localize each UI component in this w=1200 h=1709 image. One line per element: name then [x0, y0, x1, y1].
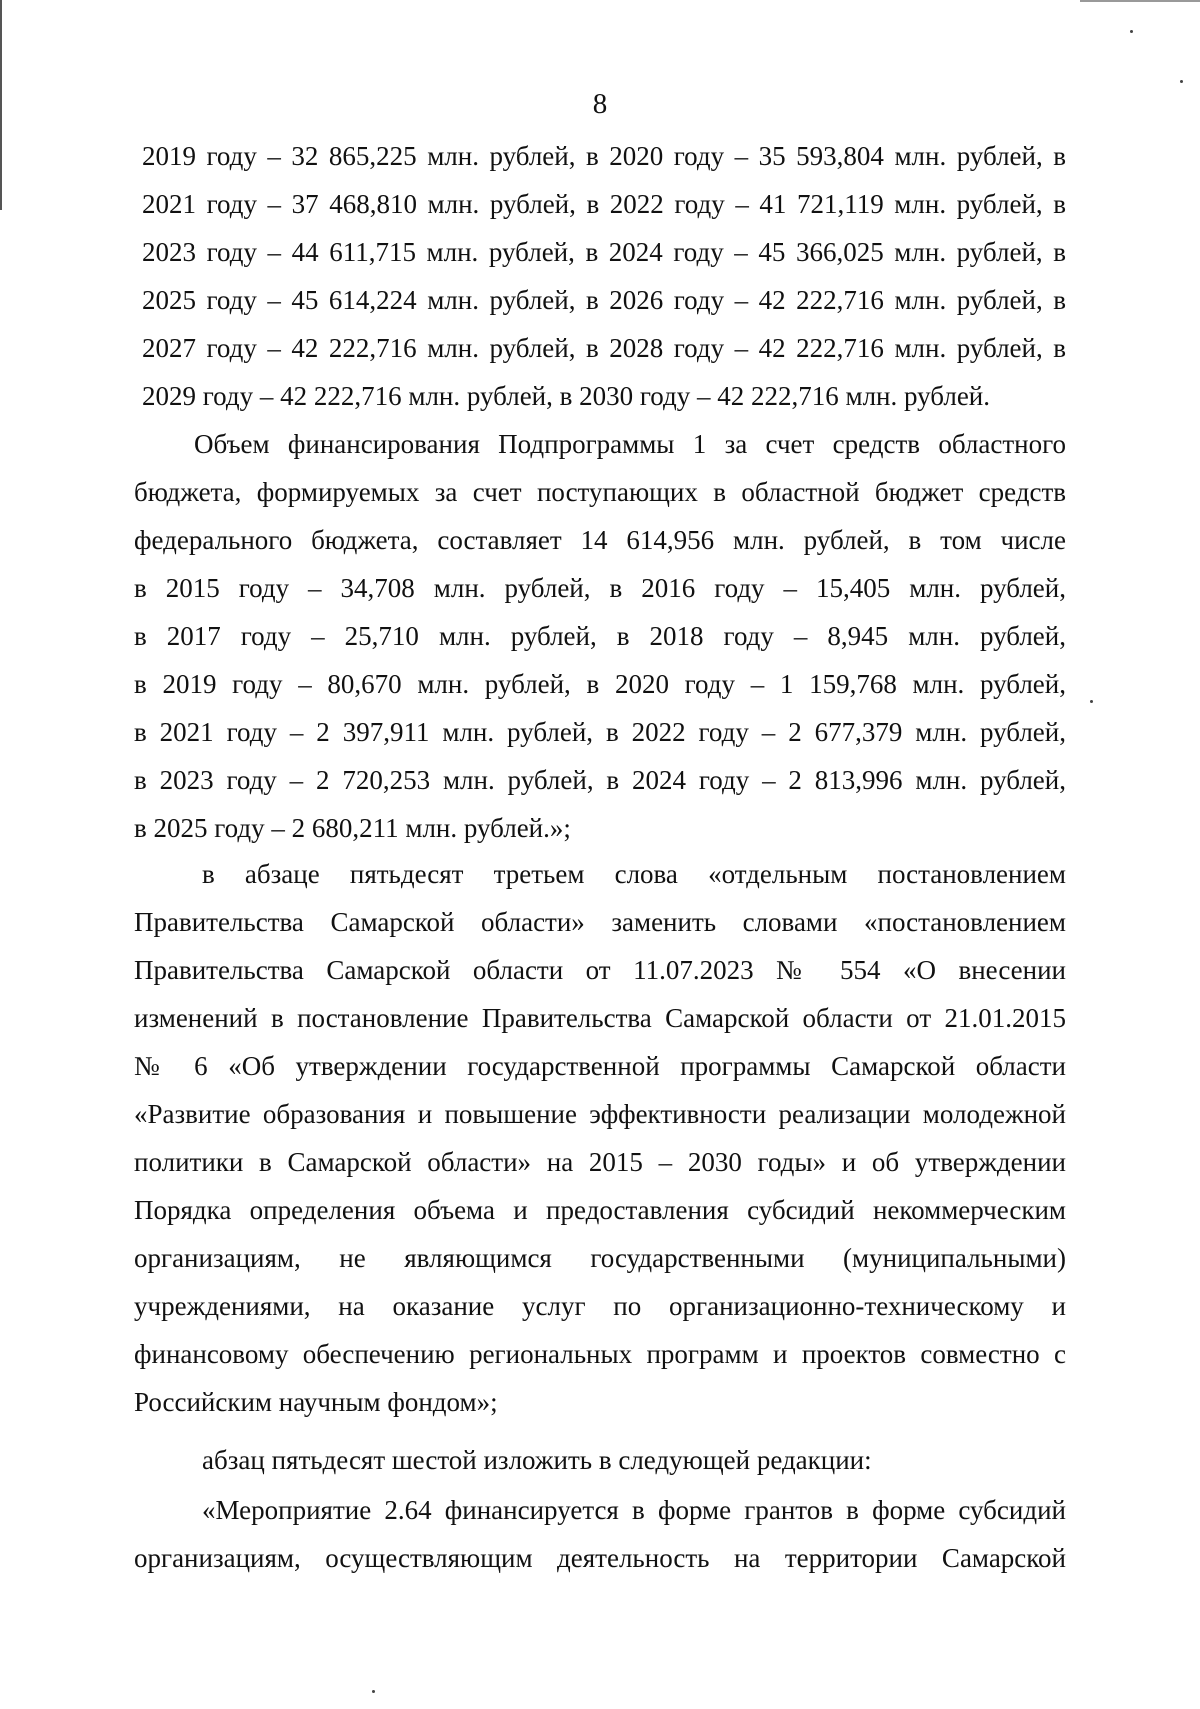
- text-line: «Развитие образования и повышение эффективности реализации молодежной: [134, 1099, 1066, 1129]
- paragraph-measure-2-64: [134, 1486, 1066, 1582]
- scan-speck: [1090, 700, 1093, 703]
- text-line: изменений в постановление Правительства Самарской области от 21.01.2015: [134, 1003, 1066, 1033]
- text-line: Порядка определения объема и предоставления субсидий некоммерческим: [134, 1195, 1066, 1225]
- text-line: политики в Самарской области» на 2015 – 2030 годы» и об утверждении: [134, 1147, 1066, 1177]
- text-line: в 2017 году – 25,710 млн. рублей, в 2018 году – 8,945 млн. рублей,: [134, 621, 1066, 651]
- text-line: 2019 году – 32 865,225 млн. рублей, в 2020 году – 35 593,804 млн. рублей, в: [142, 141, 1066, 171]
- paragraph-subprogram-funding: [134, 420, 1066, 852]
- text-line: финансовому обеспечению региональных программ и проектов совместно с: [134, 1339, 1066, 1369]
- scan-speck: [1180, 80, 1183, 83]
- text-line: в 2025 году – 2 680,211 млн. рублей.»;: [134, 813, 571, 843]
- scan-edge-top: [1080, 0, 1200, 2]
- text-line: 2027 году – 42 222,716 млн. рублей, в 2028 году – 42 222,716 млн. рублей, в: [142, 333, 1066, 363]
- text-line: Правительства Самарской области от 11.07.2023 № 554 «О внесении: [134, 955, 1066, 985]
- text-line: бюджета, формируемых за счет поступающих в областной бюджет средств: [134, 477, 1066, 507]
- text-line: Объем финансирования Подпрограммы 1 за счет средств областного: [194, 429, 1066, 459]
- text-line: абзац пятьдесят шестой изложить в следующей редакции:: [202, 1445, 872, 1475]
- text-line: учреждениями, на оказание услуг по организационно-техническому и: [134, 1291, 1066, 1321]
- text-line: в 2019 году – 80,670 млн. рублей, в 2020 году – 1 159,768 млн. рублей,: [134, 669, 1066, 699]
- paragraph-amendment-56: [134, 1436, 1066, 1484]
- scan-speck: [372, 1690, 375, 1693]
- paragraph-amendment-53: [134, 850, 1066, 1426]
- text-line: организациям, осуществляющим деятельность на территории Самарской: [134, 1543, 1066, 1573]
- page-number: 8: [592, 88, 608, 120]
- text-line: № 6 «Об утверждении государственной программы Самарской области: [134, 1051, 1066, 1081]
- text-line: в 2015 году – 34,708 млн. рублей, в 2016 году – 15,405 млн. рублей,: [134, 573, 1066, 603]
- text-line: организациям, не являющимся государственными (муниципальными): [134, 1243, 1066, 1273]
- text-line: 2023 году – 44 611,715 млн. рублей, в 2024 году – 45 366,025 млн. рублей, в: [142, 237, 1066, 267]
- text-line: 2025 году – 45 614,224 млн. рублей, в 2026 году – 42 222,716 млн. рублей, в: [142, 285, 1066, 315]
- text-line: в 2021 году – 2 397,911 млн. рублей, в 2022 году – 2 677,379 млн. рублей,: [134, 717, 1066, 747]
- text-line: «Мероприятие 2.64 финансируется в форме грантов в форме субсидий: [202, 1495, 1066, 1525]
- paragraph-funding-years: [142, 132, 1066, 420]
- text-line: федерального бюджета, составляет 14 614,956 млн. рублей, в том числе: [134, 525, 1066, 555]
- text-line: 2029 году – 42 222,716 млн. рублей, в 2030 году – 42 222,716 млн. рублей.: [142, 381, 991, 411]
- text-line: 2021 году – 37 468,810 млн. рублей, в 2022 году – 41 721,119 млн. рублей, в: [142, 189, 1066, 219]
- text-line: в абзаце пятьдесят третьем слова «отдельным постановлением: [202, 859, 1066, 889]
- text-line: Российским научным фондом»;: [134, 1387, 498, 1417]
- text-line: Правительства Самарской области» заменить словами «постановлением: [134, 907, 1066, 937]
- text-line: в 2023 году – 2 720,253 млн. рублей, в 2024 году – 2 813,996 млн. рублей,: [134, 765, 1066, 795]
- scan-speck: [1130, 30, 1133, 33]
